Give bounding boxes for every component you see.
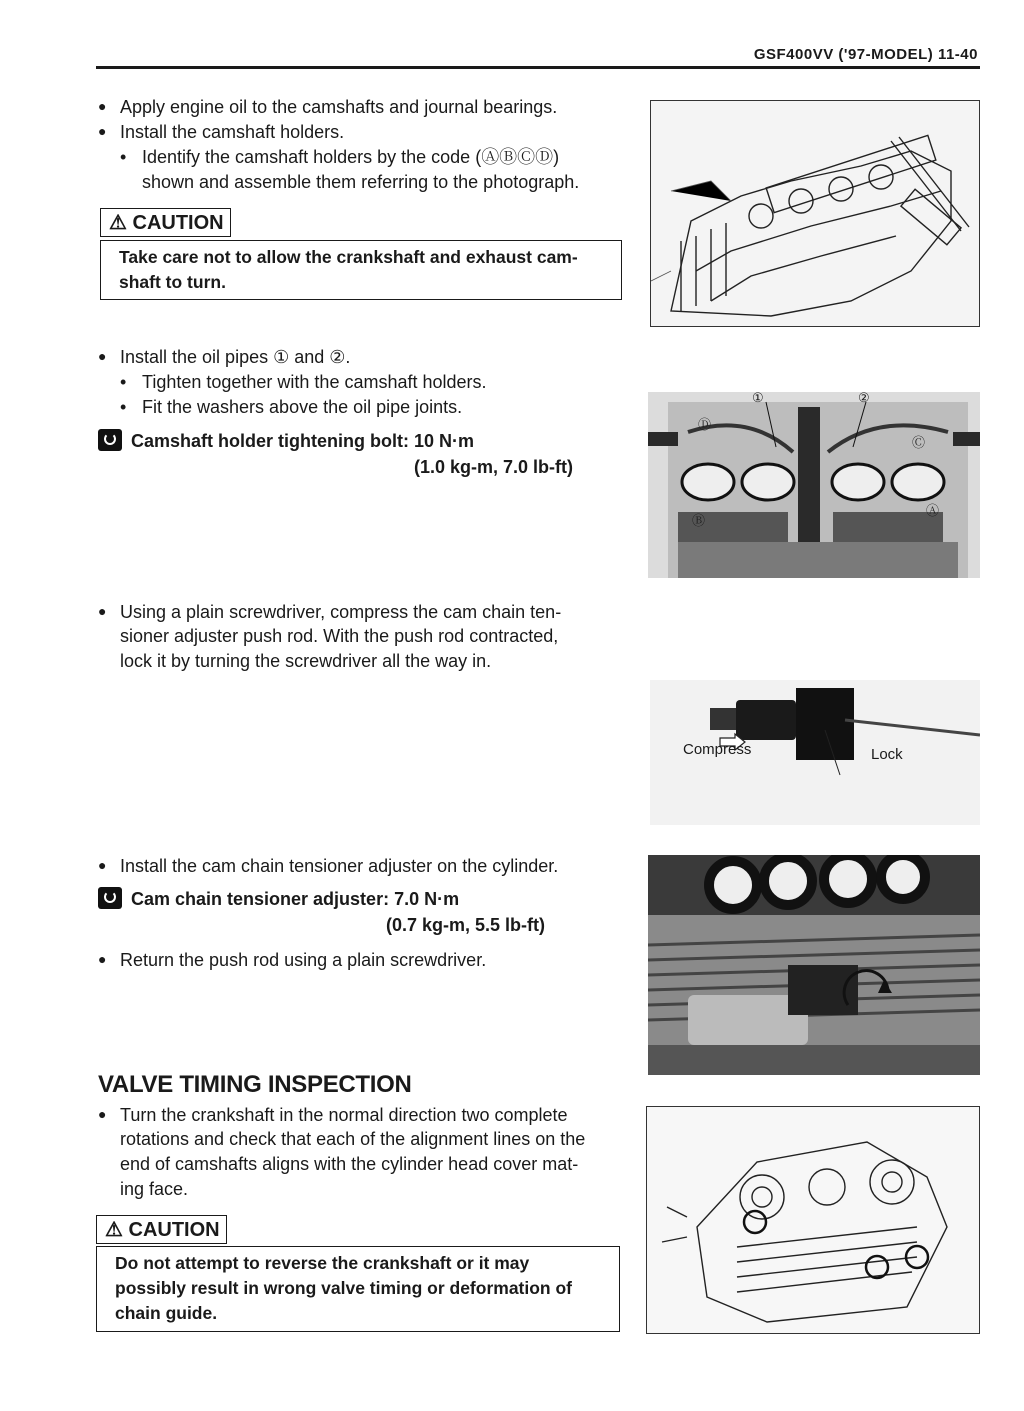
torque-wrench-icon bbox=[98, 887, 122, 909]
section-title-valve-timing: VALVE TIMING INSPECTION bbox=[98, 1071, 412, 1098]
instruction-install-oil-pipes: ● Install the oil pipes ① and ②. bbox=[98, 344, 350, 370]
torque-spec-tensioner bbox=[98, 887, 459, 912]
cylinder-photo bbox=[648, 855, 980, 1075]
figure-oil-pipes-photo bbox=[648, 392, 980, 578]
caution-text-line: Take care not to allow the crankshaft and exhaust cam- bbox=[119, 247, 578, 267]
instruction-compress-tensioner: ● Using a plain screwdriver, compress the cam chain ten- bbox=[98, 599, 561, 625]
header-rule bbox=[96, 66, 980, 69]
instruction-apply-oil: ● Apply engine oil to the camshafts and journal bearings. bbox=[98, 94, 557, 120]
page-header: GSF400VV ('97-MODEL) 11-40 bbox=[753, 46, 978, 63]
instruction-turn-crankshaft-cont: end of camshafts aligns with the cylinder head cover mat- bbox=[120, 1154, 579, 1174]
figure-cylinder-photo bbox=[648, 855, 980, 1075]
caution-text-line: possibly result in wrong valve timing or deformation of bbox=[115, 1278, 572, 1298]
callout-B: Ⓑ bbox=[692, 513, 706, 528]
instruction-identify-holders: • Identify the camshaft holders by the code (ⒶⒷⒸⒹ) bbox=[120, 145, 559, 170]
caution-text-line: Do not attempt to reverse the crankshaft or it may bbox=[115, 1253, 530, 1273]
callout-1: ① bbox=[752, 392, 764, 405]
warning-triangle-icon: ⚠ bbox=[109, 212, 127, 234]
figure-camshaft-holders bbox=[650, 100, 980, 327]
torque-spec-tensioner-value: (0.7 kg-m, 5.5 lb-ft) bbox=[386, 915, 546, 935]
instruction-fit-washers: • Fit the washers above the oil pipe joints. bbox=[120, 395, 462, 420]
caption-lock: Lock bbox=[871, 746, 903, 763]
instruction-turn-crankshaft-cont: ing face. bbox=[120, 1179, 189, 1199]
callout-D: Ⓓ bbox=[698, 417, 712, 432]
torque-wrench-icon bbox=[98, 429, 122, 451]
torque-spec-label: Camshaft holder tightening bolt: 10 N·m bbox=[131, 431, 475, 451]
instruction-tighten-together: • Tighten together with the camshaft holders. bbox=[120, 370, 487, 395]
figure-tensioner-photo bbox=[650, 680, 980, 825]
instruction-install-holders: ● Install the camshaft holders. bbox=[98, 119, 344, 145]
caution-text-line: chain guide. bbox=[115, 1303, 218, 1323]
engine-head-illustration bbox=[651, 101, 979, 326]
caution-label bbox=[100, 208, 231, 237]
instruction-compress-tensioner-cont: sioner adjuster push rod. With the push rod contracted, bbox=[120, 626, 559, 646]
instruction-turn-crankshaft: ● Turn the crankshaft in the normal direction two complete bbox=[98, 1102, 568, 1128]
caution-box bbox=[96, 1246, 620, 1332]
callout-2: ② bbox=[858, 392, 870, 405]
caution-text-line: shaft to turn. bbox=[119, 272, 226, 292]
caution-label-text: CAUTION bbox=[128, 1219, 220, 1241]
torque-spec-holder-bolt bbox=[98, 429, 474, 454]
caution-box bbox=[100, 240, 622, 300]
instruction-return-push-rod: ● Return the push rod using a plain screwdriver. bbox=[98, 947, 486, 973]
caution-label-text: CAUTION bbox=[132, 212, 224, 234]
instruction-compress-tensioner-cont: lock it by turning the screwdriver all the way in. bbox=[120, 651, 492, 671]
callout-C: Ⓒ bbox=[912, 435, 926, 450]
torque-spec-holder-bolt-value: (1.0 kg-m, 7.0 lb-ft) bbox=[414, 457, 574, 477]
instruction-identify-holders-cont: shown and assemble them referring to the photograph. bbox=[142, 172, 580, 192]
instruction-turn-crankshaft-cont: rotations and check that each of the alignment lines on the bbox=[120, 1129, 586, 1149]
caution-label bbox=[96, 1215, 227, 1244]
figure-valve-timing bbox=[646, 1106, 980, 1334]
caption-compress: Compress bbox=[683, 741, 752, 758]
valve-timing-illustration bbox=[647, 1107, 979, 1333]
warning-triangle-icon: ⚠ bbox=[105, 1219, 123, 1241]
callout-A: Ⓐ bbox=[926, 503, 940, 518]
torque-spec-label: Cam chain tensioner adjuster: 7.0 N·m bbox=[131, 889, 460, 909]
instruction-install-tensioner: ● Install the cam chain tensioner adjuster on the cylinder. bbox=[98, 853, 558, 879]
